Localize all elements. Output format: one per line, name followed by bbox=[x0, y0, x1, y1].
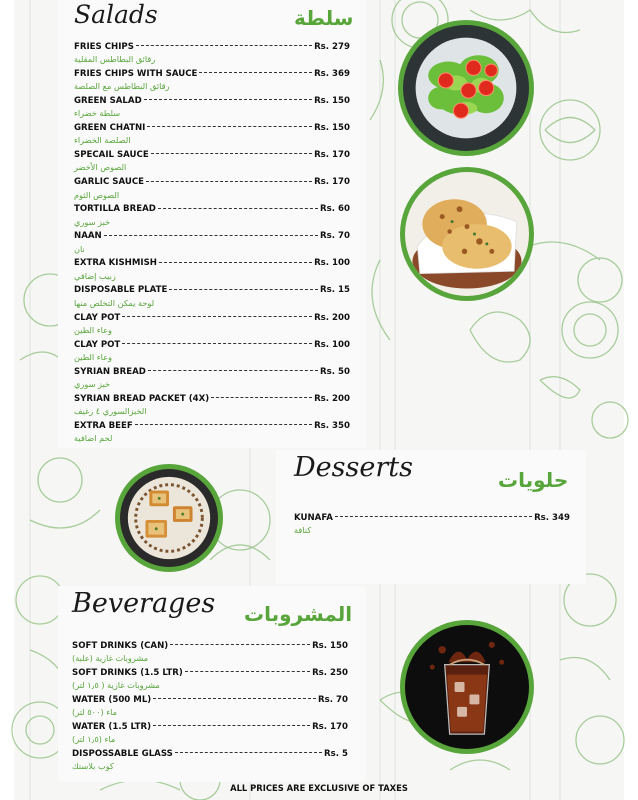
dotted-leader bbox=[104, 235, 318, 236]
menu-item bbox=[74, 419, 350, 446]
item-price: Rs. 100 bbox=[314, 258, 350, 269]
item-name: EXTRA KISHMISH bbox=[74, 258, 157, 269]
item-name-arabic: سلطة خضراء bbox=[74, 108, 121, 119]
item-price: Rs. 349 bbox=[534, 512, 570, 523]
menu-item-line bbox=[72, 639, 348, 652]
menu-item bbox=[74, 338, 350, 365]
item-price: Rs. 350 bbox=[314, 420, 350, 431]
item-name: GARLIC SAUCE bbox=[74, 177, 145, 187]
item-name-arabic: الصوص الأخضر bbox=[74, 162, 127, 173]
dotted-leader bbox=[122, 316, 312, 317]
menu-item-line bbox=[72, 720, 348, 733]
dotted-leader bbox=[136, 45, 312, 46]
tax-note: ALL PRICES ARE EXCLUSIVE OF TAXES bbox=[230, 783, 408, 793]
menu-item-line bbox=[74, 311, 350, 324]
menu-item-line bbox=[74, 419, 350, 432]
dotted-leader bbox=[159, 262, 312, 263]
menu-item-line bbox=[74, 148, 350, 161]
dotted-leader bbox=[146, 181, 312, 182]
menu-item-line bbox=[74, 338, 350, 351]
menu-item-line bbox=[294, 511, 570, 524]
soft-drink-photo bbox=[400, 620, 534, 754]
beverages-title: Beverages bbox=[72, 588, 216, 619]
item-name-arabic: لحم اضافية bbox=[74, 433, 113, 444]
dotted-leader bbox=[153, 725, 310, 726]
item-name: TORTILLA BREAD bbox=[74, 204, 156, 215]
menu-item bbox=[72, 720, 348, 747]
kunafa-photo bbox=[115, 464, 223, 572]
menu-item-line bbox=[74, 40, 350, 53]
menu-item-line bbox=[74, 203, 350, 216]
dotted-leader bbox=[199, 72, 312, 73]
menu-item bbox=[74, 176, 350, 203]
item-name: SPECAIL SAUCE bbox=[74, 149, 149, 160]
menu-item-line bbox=[72, 666, 348, 679]
salads-title: Salads bbox=[74, 0, 158, 29]
dotted-leader bbox=[147, 126, 312, 127]
menu-item bbox=[74, 121, 350, 148]
menu-item bbox=[74, 365, 350, 392]
beverages-title-arabic: المشروبات bbox=[244, 602, 353, 626]
item-name-arabic: رقائق البطاطس مع الصلصة bbox=[74, 81, 170, 92]
dotted-leader bbox=[135, 424, 312, 425]
menu-item bbox=[74, 40, 350, 67]
menu-item bbox=[74, 148, 350, 175]
item-name: DISPOSABLE PLATE bbox=[74, 285, 168, 296]
item-name-arabic: مشروبات غازية (علبة) bbox=[72, 653, 149, 663]
item-name: CLAY POT bbox=[74, 312, 121, 323]
item-price: Rs. 15 bbox=[320, 285, 350, 296]
dotted-leader bbox=[144, 99, 312, 100]
menu-item-line bbox=[74, 257, 350, 270]
item-price: Rs. 50 bbox=[320, 366, 350, 377]
item-name-arabic: لوحة يمكن التخلص منها bbox=[74, 297, 155, 308]
item-name-arabic: الصوص الثوم bbox=[74, 189, 120, 200]
menu-item-line bbox=[74, 284, 350, 297]
menu-item bbox=[74, 311, 350, 338]
item-name: SYRIAN BREAD bbox=[74, 366, 146, 377]
item-price: Rs. 279 bbox=[314, 41, 350, 52]
item-name-arabic: خبز سوري bbox=[74, 379, 111, 390]
dotted-leader bbox=[169, 289, 318, 290]
item-price: Rs. 200 bbox=[314, 312, 350, 323]
menu-item bbox=[74, 284, 350, 311]
item-price: Rs. 170 bbox=[314, 149, 350, 160]
item-price: Rs. 150 bbox=[312, 640, 348, 651]
menu-item bbox=[72, 693, 348, 720]
desserts-title: Desserts bbox=[294, 452, 413, 483]
menu-item bbox=[74, 67, 350, 94]
dotted-leader bbox=[158, 208, 318, 209]
salad-photo bbox=[398, 20, 534, 156]
dotted-leader bbox=[148, 370, 318, 371]
dotted-leader bbox=[170, 644, 310, 645]
item-name: SOFT DRINKS (CAN) bbox=[72, 640, 169, 651]
menu-item-line bbox=[74, 176, 350, 189]
item-name-arabic: الخبزالسوري ٤ رغيف bbox=[74, 406, 147, 417]
item-name-arabic: مشروبات غازية ( ١٫٥ لتر) bbox=[72, 680, 160, 690]
item-price: Rs. 150 bbox=[314, 95, 350, 106]
item-price: Rs. 170 bbox=[314, 177, 350, 187]
menu-item-line bbox=[74, 121, 350, 134]
item-name: NAAN bbox=[74, 231, 102, 242]
item-name-arabic: وعاء الطين bbox=[74, 325, 112, 335]
item-name-arabic: ماء (١٫٥ لتر) bbox=[72, 734, 116, 744]
item-name-arabic: خبز سوري bbox=[74, 216, 111, 227]
dotted-leader bbox=[211, 397, 312, 398]
menu-item bbox=[72, 747, 348, 774]
item-name: KUNAFA bbox=[294, 512, 333, 523]
item-price: Rs. 60 bbox=[320, 204, 350, 215]
item-name: WATER (1.5 LTR) bbox=[72, 721, 152, 732]
item-name-arabic: رقائق البطاطس المقلية bbox=[74, 54, 156, 64]
naan-bread-photo bbox=[400, 167, 534, 301]
item-price: Rs. 150 bbox=[314, 122, 350, 133]
item-name: EXTRA BEEF bbox=[74, 420, 133, 431]
salads-title-arabic: سلطة bbox=[294, 6, 354, 30]
item-price: Rs. 100 bbox=[314, 339, 350, 350]
item-name: SYRIAN BREAD PACKET (4X) bbox=[74, 393, 210, 404]
item-name: GREEN SALAD bbox=[74, 95, 142, 106]
item-name-arabic: نان bbox=[74, 243, 85, 254]
item-name-arabic: كوب بلاستك bbox=[72, 761, 114, 771]
item-name: WATER (500 ML) bbox=[72, 694, 152, 705]
menu-item-line bbox=[74, 94, 350, 107]
item-name-arabic: ماء (٥٠٠ لتر) bbox=[72, 707, 118, 717]
item-name: GREEN CHATNI bbox=[74, 122, 146, 133]
item-price: Rs. 250 bbox=[312, 667, 348, 678]
item-price: Rs. 70 bbox=[320, 231, 350, 242]
dotted-leader bbox=[185, 671, 310, 672]
dotted-leader bbox=[153, 698, 316, 699]
menu-item bbox=[74, 257, 350, 284]
item-name: FRIES CHIPS bbox=[74, 41, 134, 52]
item-name: CLAY POT bbox=[74, 339, 121, 350]
menu-item-line bbox=[74, 230, 350, 243]
item-name-arabic: كنافة bbox=[294, 525, 312, 535]
item-name-arabic: الصلصة الخضراء bbox=[74, 135, 131, 146]
menu-item-line bbox=[74, 392, 350, 405]
menu-item-line bbox=[74, 365, 350, 378]
item-price: Rs. 70 bbox=[318, 694, 348, 705]
menu-item bbox=[72, 639, 348, 666]
menu-item bbox=[72, 666, 348, 693]
item-price: Rs. 170 bbox=[312, 721, 348, 732]
dotted-leader bbox=[335, 516, 532, 517]
item-price: Rs. 369 bbox=[314, 68, 350, 79]
item-name: DISPOSSABLE GLASS bbox=[72, 748, 173, 759]
dotted-leader bbox=[122, 343, 312, 344]
menu-item-line bbox=[72, 693, 348, 706]
menu-item bbox=[74, 392, 350, 419]
dotted-leader bbox=[151, 153, 312, 154]
desserts-title-arabic: حلويات bbox=[498, 468, 569, 492]
menu-item bbox=[74, 203, 350, 230]
menu-item-line bbox=[72, 747, 348, 760]
item-name-arabic: وعاء الطين bbox=[74, 352, 112, 363]
item-name: SOFT DRINKS (1.5 LTR) bbox=[72, 667, 183, 678]
menu-item-line bbox=[74, 67, 350, 80]
item-price: Rs. 200 bbox=[314, 393, 350, 404]
item-name: FRIES CHIPS WITH SAUCE bbox=[74, 68, 198, 79]
dotted-leader bbox=[175, 752, 322, 753]
item-name-arabic: زبيب إضافي bbox=[74, 270, 116, 281]
menu-item bbox=[74, 230, 350, 257]
item-price: Rs. 5 bbox=[324, 748, 348, 759]
menu-item bbox=[74, 94, 350, 121]
menu-item bbox=[294, 511, 570, 538]
